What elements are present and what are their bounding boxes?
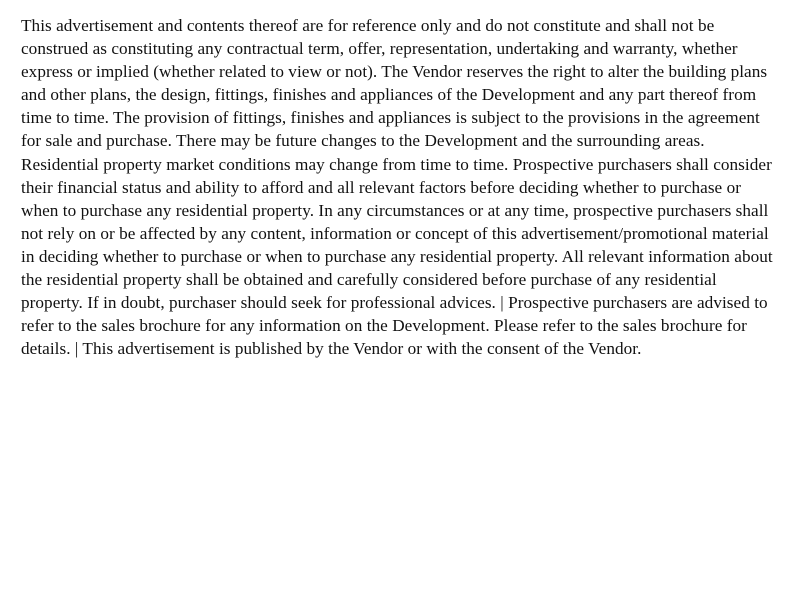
disclaimer-text: This advertisement and contents thereof are for reference only and do not constitute and shall not be construed as constituting any contractual term, offer, representation, undertaking and warranty, whether express or implied (whether related to view or not). The Vendor reserves the right to alter the building plans and other plans, the design, fittings, finishes and appliances of the Development and any part thereof from time to time. The provision of fittings, finishes and appliances is subject to the provisions in the agreement for sale and purchase. There may be future changes to the Development and the surrounding areas. Residential property market conditions may change from time to time. Prospective purchasers shall consider their financial status and ability to afford and all relevant factors before deciding whether to purchase or when to purchase any residential property. In any circumstances or at any time, prospective purchasers shall not rely on or be affected by any content, information or concept of this advertisement/promotional material in deciding whether to purchase or when to purchase any residential property. All relevant information about the residential property shall be obtained and carefully considered before purchase of any residential property. If in doubt, purchaser should seek for professional advices. | Prospective purchasers are advised to refer to the sales brochure for any information on the Development. Please refer to the sales brochure for details. | This advertisement is published by the Vendor or with the consent of the Vendor.	[21, 16, 773, 359]
